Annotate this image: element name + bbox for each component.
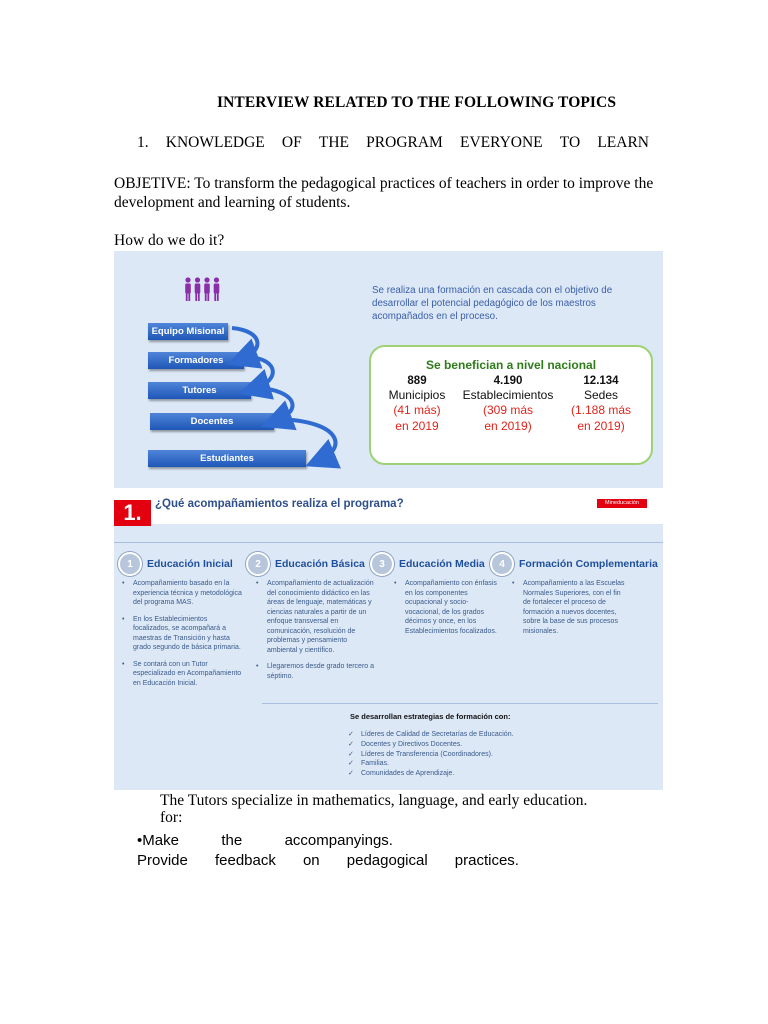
step-docentes: Docentes <box>150 413 274 430</box>
benefit-box <box>369 345 653 465</box>
stat-label: Sedes <box>583 388 619 402</box>
bullet-word: on <box>302 852 320 869</box>
divider <box>114 542 663 543</box>
bullet-word: the <box>221 832 243 849</box>
topic-word: EVERYONE <box>459 134 543 151</box>
column-title: Formación Complementaria <box>519 558 658 570</box>
column-list-complementaria <box>510 579 630 643</box>
topic-word: OF <box>281 134 302 151</box>
divider <box>262 703 658 704</box>
column-title: Educación Básica <box>275 558 365 570</box>
accompaniment-slide-image <box>114 494 663 790</box>
topic-word: KNOWLEDGE <box>165 134 265 151</box>
stat-extra: (41 más) <box>393 403 441 417</box>
cascade-intro-text: Se realiza una formación en cascada con el objetivo de desarrollar el potencial pedagógico de los maestros acompañados en el proceso. <box>372 285 613 322</box>
bullet-word: accompanyings. <box>284 832 393 849</box>
column-head-complementaria <box>490 552 658 576</box>
stat-sedes <box>557 375 645 434</box>
stat-label: Establecimientos <box>462 388 554 402</box>
tutors-line: for: <box>160 809 183 826</box>
bullet-word: practices. <box>454 852 519 869</box>
benefit-title: Se benefician a nivel nacional <box>425 358 597 372</box>
strategies-title: Se desarrollan estrategias de formación con: <box>350 712 511 721</box>
stat-extra: en 2019 <box>395 419 439 433</box>
slide-question: ¿Qué acompañamientos realiza el programa? <box>155 498 404 510</box>
tutors-paragraph <box>160 792 640 826</box>
bullet-word: pedagogical <box>346 852 428 869</box>
step-formadores: Formadores <box>148 352 244 369</box>
number-circle-icon: 2 <box>246 552 270 576</box>
list-item: ✓ Comunidades de Aprendizaje. <box>348 769 514 779</box>
list-item: • Acompañamiento con énfasis en los componentes ocupacional y socio-vocacional, de los grados décimos y once, en los Establecimientos focalizados. <box>392 579 502 636</box>
list-item: • Acompañamiento de actualización del conocimiento didáctico en las áreas de lenguaje, matemáticas y ciencias naturales a partir de un enfoque transversal en comunicación, resolución de problemas y pensamiento ambiental y científico. <box>254 579 378 655</box>
strategies-list <box>348 730 514 779</box>
tutors-line: The Tutors specialize in mathematics, language, and early education. <box>160 792 588 809</box>
topic-word: 1. <box>137 134 149 151</box>
stat-number: 4.190 <box>493 375 523 387</box>
stat-extra: en 2019) <box>484 419 532 433</box>
list-item: ✓ Familias. <box>348 759 514 769</box>
column-head-basica <box>246 552 365 576</box>
number-circle-icon: 3 <box>370 552 394 576</box>
topic-word: TO <box>559 134 581 151</box>
topic-word: LEARN <box>597 134 649 151</box>
list-item: • Se contará con un Tutor especializado en Acompañamiento en Educación Inicial. <box>120 660 244 689</box>
list-item: • Llegaremos desde grado tercero a séptimo. <box>254 662 378 681</box>
column-title: Educación Inicial <box>147 558 233 570</box>
topic-heading <box>137 134 649 152</box>
bullet-provide-feedback <box>137 852 519 869</box>
stat-extra: (309 más <box>482 403 534 417</box>
bullet-word: Provide <box>137 852 188 869</box>
step-equipo-misional: Equipo Misional <box>148 323 228 340</box>
stat-extra: en 2019) <box>577 419 625 433</box>
list-item: • Acompañamiento a las Escuelas Normales Superiores, con el fin de fortalecer el proceso de formación a nuevos docentes, sobre la base de sus procesos misionales. <box>510 579 630 636</box>
column-list-inicial <box>120 579 244 695</box>
column-list-media <box>392 579 502 643</box>
column-head-inicial <box>118 552 233 576</box>
slide-number: 1. <box>114 500 151 526</box>
stat-number: 889 <box>407 375 427 387</box>
bullet-make-accompanyings <box>137 832 393 849</box>
stat-extra: (1.188 más <box>570 403 632 417</box>
stat-establecimientos <box>455 375 561 434</box>
how-question: How do we do it? <box>114 232 225 249</box>
list-item: ✓ Líderes de Transferencia (Coordinadores). <box>348 750 514 760</box>
objective-paragraph: OBJETIVE: To transform the pedagogical practices of teachers in order to improve the development and learning of students. <box>114 175 654 211</box>
number-circle-icon: 1 <box>118 552 142 576</box>
document-title: INTERVIEW RELATED TO THE FOLLOWING TOPICS <box>217 94 617 111</box>
bullet-word: •Make <box>137 832 179 849</box>
list-item: • En los Establecimientos focalizados, se acompañará a maestras de Transición y hasta grado segundo de básica primaria. <box>120 615 244 653</box>
stat-number: 12.134 <box>583 375 619 387</box>
column-list-basica <box>254 579 378 688</box>
cascade-slide-image <box>114 251 663 488</box>
topic-word: PROGRAM <box>366 134 443 151</box>
stat-municipios <box>377 375 457 434</box>
step-tutores: Tutores <box>148 382 251 399</box>
number-circle-icon: 4 <box>490 552 514 576</box>
topic-word: THE <box>318 134 350 151</box>
step-estudiantes: Estudiantes <box>148 450 306 467</box>
list-item: ✓ Líderes de Calidad de Secretarías de Educación. <box>348 730 514 740</box>
stat-label: Municipios <box>388 388 446 402</box>
list-item: • Acompañamiento basado en la experiencia técnica y metodológica del programa MAS. <box>120 579 244 608</box>
bullet-word: feedback <box>214 852 276 869</box>
column-title: Educación Media <box>399 558 485 570</box>
column-head-media <box>370 552 485 576</box>
list-item: ✓ Docentes y Directivos Docentes. <box>348 740 514 750</box>
brand-logo: Mineducación <box>597 499 647 508</box>
cascade-arrows-icon <box>114 251 374 488</box>
